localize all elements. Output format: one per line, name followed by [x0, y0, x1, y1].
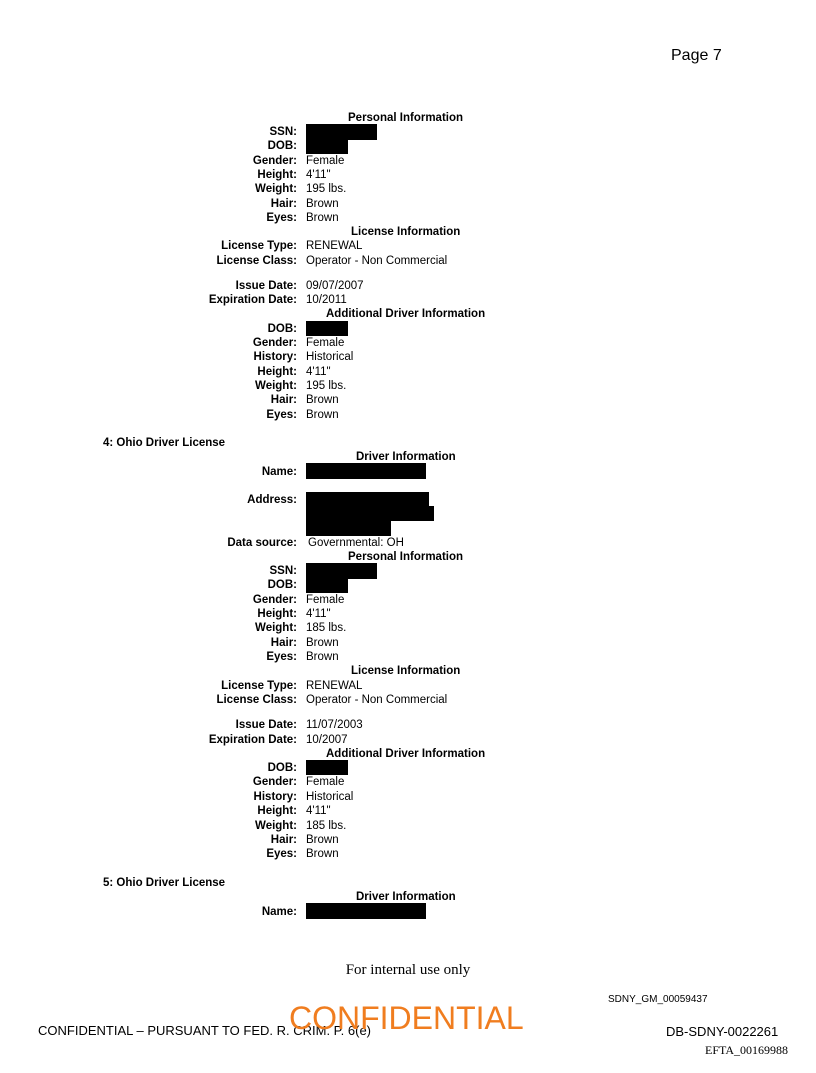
page-number: Page 7 [671, 47, 722, 64]
s4-dob-row [0, 578, 816, 592]
add-history-label: History: [253, 351, 297, 363]
issue-date-label: Issue Date: [235, 280, 297, 292]
add-eyes-label: Eyes: [266, 409, 297, 421]
s4-add-gender-value: Female [306, 776, 345, 788]
s4-add-eyes-row [0, 847, 816, 861]
s4-ssn-redaction [306, 563, 377, 579]
weight-row [0, 182, 816, 196]
expiration-date-row [0, 293, 816, 307]
s4-license-type-label: License Type: [221, 680, 297, 692]
s4-name-label: Name: [261, 466, 297, 478]
ssn-row [0, 125, 816, 139]
add-gender-value: Female [306, 337, 345, 349]
s4-source-row [0, 536, 816, 550]
add-hair-row [0, 393, 816, 407]
license-type-label: License Type: [221, 240, 297, 252]
s4-address-redaction-line2 [306, 506, 434, 521]
add-height-label: Height: [257, 366, 297, 378]
s5-name-label: Name: [261, 906, 297, 918]
s4-add-hair-row [0, 833, 816, 847]
expiration-date-label: Expiration Date: [208, 294, 297, 306]
s4-add-history-label: History: [253, 791, 297, 803]
gender-label: Gender: [252, 155, 297, 167]
s4-license-class-value: Operator - Non Commercial [306, 694, 448, 706]
add-eyes-row [0, 408, 816, 422]
eyes-value: Brown [306, 212, 339, 224]
s4-eyes-row [0, 650, 816, 664]
license-class-row [0, 254, 816, 268]
eyes-label: Eyes: [266, 212, 297, 224]
add-weight-label: Weight: [255, 380, 297, 392]
s4-issue-date-value: 11/07/2003 [306, 719, 363, 731]
add-gender-row [0, 336, 816, 350]
s4-add-history-value: Historical [306, 791, 354, 803]
add-height-value: 4'11" [306, 366, 331, 378]
s4-personal-info-heading: Personal Information [348, 551, 464, 563]
expiration-date-value: 10/2011 [306, 294, 347, 306]
s4-license-info-heading: License Information [351, 665, 461, 677]
s4-weight-label: Weight: [255, 622, 297, 634]
hair-value: Brown [306, 198, 339, 210]
s5-name-redaction [306, 903, 426, 919]
s4-gender-label: Gender: [252, 594, 297, 606]
s4-hair-value: Brown [306, 637, 339, 649]
section-4-header: 4: Ohio Driver License [103, 437, 226, 449]
confidential-stamp: CONFIDENTIAL [289, 1000, 524, 1036]
gender-row [0, 154, 816, 168]
s4-add-hair-value: Brown [306, 834, 339, 846]
add-dob-label: DOB: [267, 323, 297, 335]
s4-source-label: Data source: [227, 537, 297, 549]
s4-add-height-row [0, 804, 816, 818]
s4-expiration-date-value: 10/2007 [306, 734, 348, 746]
weight-label: Weight: [255, 183, 297, 195]
bates-number-top: SDNY_GM_00059437 [608, 994, 708, 1005]
bates-number-bottom: DB-SDNY-0022261 [666, 1024, 779, 1039]
height-label: Height: [257, 169, 297, 181]
hair-row [0, 197, 816, 211]
s4-name-redaction [306, 463, 426, 479]
s4-add-eyes-value: Brown [306, 848, 339, 860]
s4-add-weight-row [0, 819, 816, 833]
confidential-notice: CONFIDENTIAL – PURSUANT TO FED. R. CRIM. P. 6(e) [38, 1023, 372, 1038]
s4-address-label: Address: [247, 494, 297, 506]
ssn-label: SSN: [269, 126, 297, 138]
s4-add-weight-value: 185 lbs. [306, 820, 347, 832]
s4-source-value: Governmental: OH [308, 537, 404, 549]
internal-use-note: For internal use only [345, 962, 471, 978]
s4-expiration-date-row [0, 733, 816, 747]
add-history-row [0, 350, 816, 364]
add-weight-row [0, 379, 816, 393]
efta-number: EFTA_00169988 [705, 1043, 789, 1057]
s4-height-row [0, 607, 816, 621]
additional-info-heading: Additional Driver Information [326, 308, 486, 320]
s4-eyes-label: Eyes: [266, 651, 297, 663]
s4-expiration-date-label: Expiration Date: [208, 734, 297, 746]
s4-additional-info-heading: Additional Driver Information [326, 748, 486, 760]
s5-driver-info-heading: Driver Information [356, 891, 456, 903]
s4-add-gender-label: Gender: [252, 776, 297, 788]
hair-label: Hair: [270, 198, 297, 210]
license-type-row [0, 239, 816, 253]
s4-ssn-row [0, 564, 816, 578]
dob-label: DOB: [267, 140, 297, 152]
s4-add-hair-label: Hair: [270, 834, 297, 846]
s4-add-history-row [0, 790, 816, 804]
s4-issue-date-row [0, 718, 816, 732]
add-dob-row [0, 322, 816, 336]
height-row [0, 168, 816, 182]
s4-add-eyes-label: Eyes: [266, 848, 297, 860]
s4-height-label: Height: [257, 608, 297, 620]
issue-date-value: 09/07/2007 [306, 280, 364, 292]
section-5-header: 5: Ohio Driver License [103, 877, 226, 889]
dob-row [0, 139, 816, 153]
license-type-value: RENEWAL [306, 240, 363, 252]
s4-driver-info-heading: Driver Information [356, 451, 456, 463]
s4-address-redaction-line3 [306, 520, 391, 536]
add-weight-value: 195 lbs. [306, 380, 347, 392]
s4-add-dob-row [0, 761, 816, 775]
s4-add-height-label: Height: [257, 805, 297, 817]
add-height-row [0, 365, 816, 379]
eyes-row [0, 211, 816, 225]
s4-hair-label: Hair: [270, 637, 297, 649]
dob-redaction [306, 139, 348, 154]
add-gender-label: Gender: [252, 337, 297, 349]
add-history-value: Historical [306, 351, 354, 363]
s4-height-value: 4'11" [306, 608, 331, 620]
s4-dob-label: DOB: [267, 579, 297, 591]
add-hair-value: Brown [306, 394, 339, 406]
s4-address-redaction-line1 [306, 492, 429, 507]
s4-add-weight-label: Weight: [255, 820, 297, 832]
s4-license-class-label: License Class: [216, 694, 297, 706]
s4-add-gender-row [0, 775, 816, 789]
s4-license-type-row [0, 679, 816, 693]
ssn-redaction [306, 124, 377, 140]
s4-add-height-value: 4'11" [306, 805, 331, 817]
license-class-label: License Class: [216, 255, 297, 267]
license-class-value: Operator - Non Commercial [306, 255, 448, 267]
add-hair-label: Hair: [270, 394, 297, 406]
s4-weight-value: 185 lbs. [306, 622, 347, 634]
s4-eyes-value: Brown [306, 651, 339, 663]
license-info-heading: License Information [351, 226, 461, 238]
add-eyes-value: Brown [306, 409, 339, 421]
personal-info-heading: Personal Information [348, 112, 464, 124]
s4-weight-row [0, 621, 816, 635]
s4-add-dob-redaction [306, 760, 348, 775]
height-value: 4'11" [306, 169, 331, 181]
s4-hair-row [0, 636, 816, 650]
weight-value: 195 lbs. [306, 183, 347, 195]
s4-gender-row [0, 593, 816, 607]
s4-license-type-value: RENEWAL [306, 680, 363, 692]
s4-issue-date-label: Issue Date: [235, 719, 297, 731]
s4-gender-value: Female [306, 594, 345, 606]
s4-license-class-row [0, 693, 816, 707]
gender-value: Female [306, 155, 345, 167]
s4-ssn-label: SSN: [269, 565, 297, 577]
issue-date-row [0, 279, 816, 293]
add-dob-redaction [306, 321, 348, 336]
s4-add-dob-label: DOB: [267, 762, 297, 774]
s4-dob-redaction [306, 578, 348, 593]
